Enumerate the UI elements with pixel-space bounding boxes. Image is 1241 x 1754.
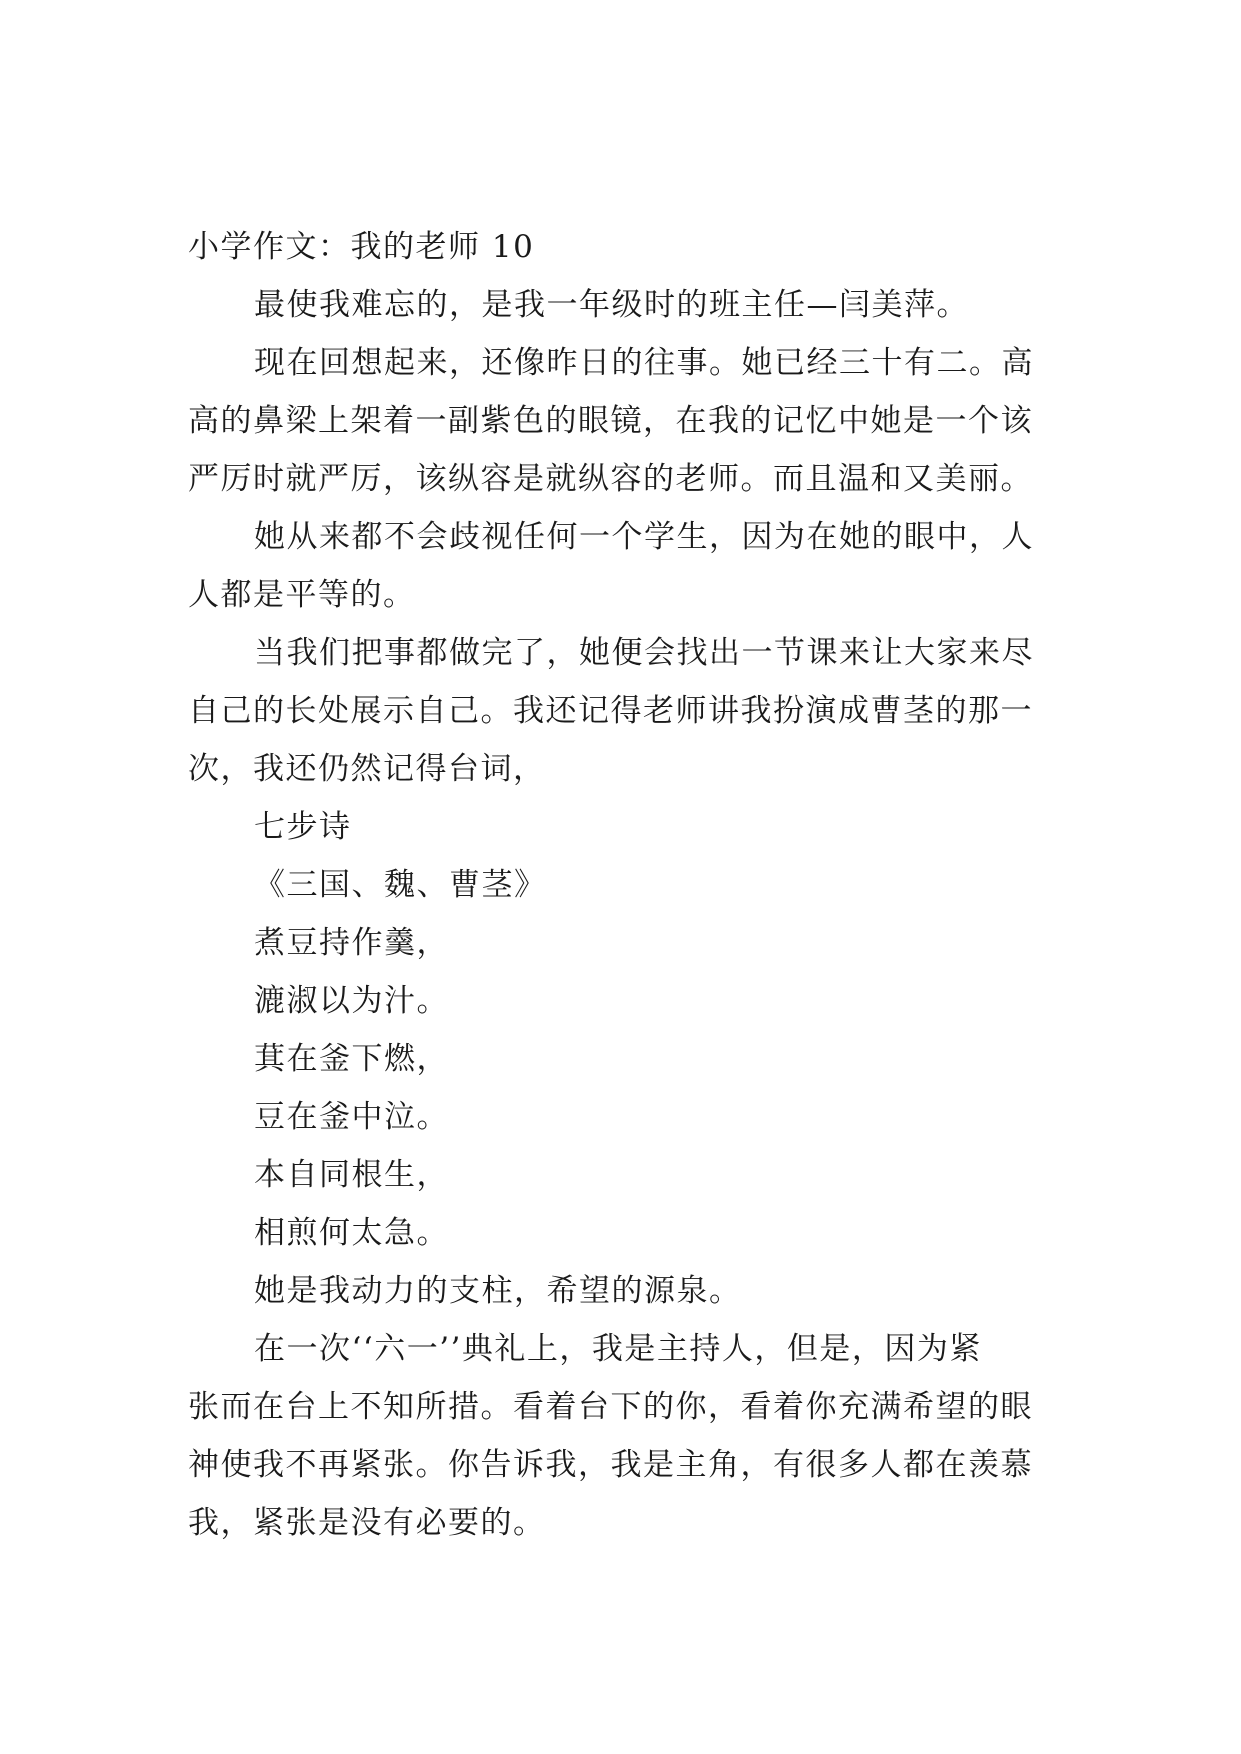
text-line: 现在回想起来，还像昨日的往事。她已经三十有二。高 xyxy=(254,345,1034,381)
text-line: 自己的长处展示自己。我还记得老师讲我扮演成曹茎的那一 xyxy=(188,693,1033,729)
text-line: 神使我不再紧张。你告诉我，我是主角，有很多人都在羡慕 xyxy=(188,1447,1033,1483)
text-line: 严厉时就严厉，该纵容是就纵容的老师。而且温和又美丽。 xyxy=(188,461,1033,497)
text-line: 当我们把事都做完了，她便会找出一节课来让大家来尽 xyxy=(254,635,1034,671)
text-line: 《三国、魏、曹茎》 xyxy=(254,867,547,903)
text-line: 她从来都不会歧视任何一个学生，因为在她的眼中，人 xyxy=(254,519,1034,555)
document-title: 小学作文：我的老师 10 xyxy=(188,229,535,265)
text-line: 她是我动力的支柱，希望的源泉。 xyxy=(254,1273,742,1309)
text-line: 人都是平等的。 xyxy=(188,577,416,613)
text-line: 高的鼻梁上架着一副紫色的眼镜，在我的记忆中她是一个该 xyxy=(188,403,1033,439)
text-line: 张而在台上不知所措。看着台下的你，看着你充满希望的眼 xyxy=(188,1389,1033,1425)
text-line: 相煎何太急。 xyxy=(254,1215,449,1251)
text-line: 漉淑以为汁。 xyxy=(254,983,449,1019)
text-line: 我，紧张是没有必要的。 xyxy=(188,1505,546,1541)
text-line: 萁在釜下燃， xyxy=(254,1041,449,1077)
text-line: 本自同根生， xyxy=(254,1157,449,1193)
text-line: 次，我还仍然记得台词， xyxy=(188,751,546,787)
text-line: 豆在釜中泣。 xyxy=(254,1099,449,1135)
paragraph-lines xyxy=(188,276,1058,1552)
text-line: 在一次‘‘六一’’典礼上，我是主持人，但是，因为紧 xyxy=(254,1331,982,1367)
text-line: 最使我难忘的，是我一年级时的班主任—闫美萍。 xyxy=(254,287,969,323)
essay-body xyxy=(188,218,1058,1552)
text-line: 七步诗 xyxy=(254,809,352,845)
text-line: 煮豆持作羹， xyxy=(254,925,449,961)
